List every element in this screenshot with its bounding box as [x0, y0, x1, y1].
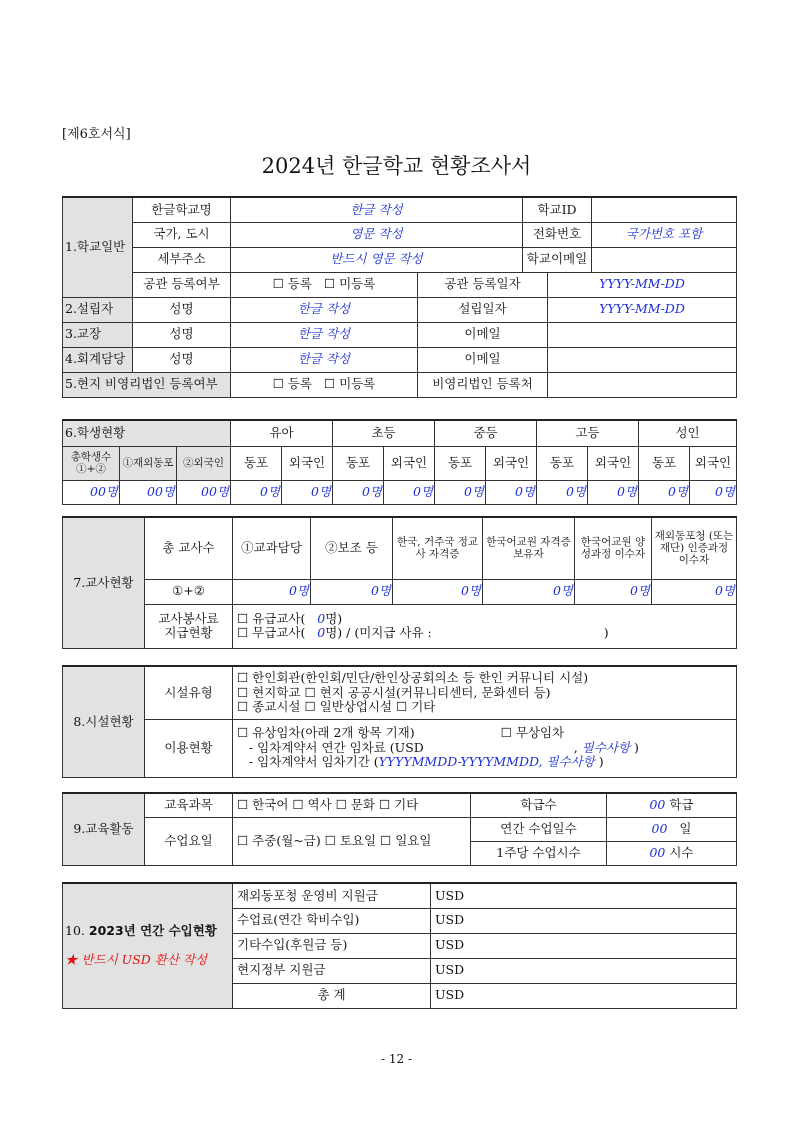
section-facilities: 8.시설현황 [63, 666, 145, 777]
free-lease-checkbox[interactable]: ☐ 무상임차 [500, 725, 565, 741]
teacher-count-field[interactable]: 0명 [652, 579, 737, 604]
accountant-email-label: 이메일 [418, 347, 548, 372]
paid-teacher-line[interactable] [237, 612, 734, 626]
accountant-name-label: 성명 [133, 347, 231, 372]
total-teachers-label: 총 교사수 [145, 517, 233, 579]
teacher-pay-label-line2: 지급현황 [164, 625, 213, 640]
school-id-field[interactable] [592, 197, 737, 222]
col-foreign: 외국인 [486, 446, 537, 480]
col-foreign: 외국인 [282, 446, 333, 480]
col-foreign: 외국인 [690, 446, 737, 480]
section-founder: 2.설립자 [63, 297, 133, 322]
page-number: - 12 - [380, 1052, 412, 1066]
phone-label: 전화번호 [523, 222, 592, 247]
address-field[interactable]: 반드시 영문 작성 [231, 247, 523, 272]
income-amount-field[interactable]: USD [431, 908, 737, 933]
student-status-table [62, 419, 737, 505]
mission-registration-options[interactable] [231, 272, 418, 297]
teacher-pay-options[interactable] [233, 604, 737, 648]
col-foreign: 외국인 [588, 446, 639, 480]
facility-type-line[interactable]: ☐ 현지학교 ☐ 현지 공공시설(커뮤니티센터, 문화센터 등) [237, 684, 551, 700]
principal-email-label: 이메일 [418, 322, 548, 347]
teacher-count-field[interactable]: 0명 [311, 579, 393, 604]
student-count-field[interactable]: 0명 [231, 480, 282, 504]
annual-rent-required: 필수사항 [581, 739, 631, 755]
level-adult: 성인 [639, 420, 737, 446]
classes-field[interactable] [607, 793, 737, 817]
school-name-field[interactable]: 한글 작성 [231, 197, 523, 222]
teacher-pay-label-line1: 교사봉사료 [158, 610, 219, 626]
student-count-field[interactable]: 0명 [333, 480, 384, 504]
country-city-field[interactable]: 영문 작성 [231, 222, 523, 247]
registered-checkbox[interactable]: ☐ 등록 [272, 276, 312, 292]
lease-period-line[interactable]: - 임차계약서 임차기간 (YYYYMMDD-YYYYMMDD, 필수사항 ) [248, 754, 604, 770]
teacher-license-label: 한국, 거주국 정교사 자격증 [393, 517, 483, 579]
total-students-label: 총학생수 ①+② [63, 446, 120, 480]
teacher-count-field[interactable]: 0명 [575, 579, 652, 604]
paid-lease-checkbox[interactable]: ☐ 유상임차(아래 2개 항목 기재) [237, 725, 415, 741]
student-count-field[interactable]: 0명 [282, 480, 333, 504]
founding-date-field[interactable]: YYYY-MM-DD [548, 297, 737, 322]
weekly-hours-unit: 시수 [669, 844, 694, 860]
income-row-label: 현지정부 지원금 [233, 958, 431, 983]
facility-use-label: 이용현황 [145, 719, 233, 777]
annual-rent-label: - 임차계약서 연간 임차료 (USD [248, 739, 424, 755]
student-count-field[interactable]: 00명 [120, 480, 177, 504]
level-middle: 중등 [435, 420, 537, 446]
unpaid-reason-label: 명) / (미지급 사유 : [325, 625, 432, 640]
col-korean: 동포 [537, 446, 588, 480]
school-name-label: 한글학교명 [133, 197, 231, 222]
section-education: 9.교육활동 [63, 793, 145, 865]
income-row-label: 수업료(연간 학비수입) [233, 908, 431, 933]
unpaid-teacher-checkbox[interactable]: ☐ 무급교사( [237, 625, 306, 640]
level-high: 고등 [537, 420, 639, 446]
address-label: 세부주소 [133, 247, 231, 272]
subject-teachers-label: ①교과담당 [233, 517, 311, 579]
level-kindergarten: 유아 [231, 420, 333, 446]
korean-teacher-training-label: 한국어교원 양성과정 이수자 [575, 517, 652, 579]
student-count-field[interactable]: 0명 [384, 480, 435, 504]
mission-registration-date-label: 공관 등록일자 [418, 272, 548, 297]
assistant-teachers-label: ②보조 등 [311, 517, 393, 579]
classes-unit: 학급 [669, 797, 694, 813]
col-korean: 동포 [333, 446, 384, 480]
paid-teacher-checkbox[interactable]: ☐ 유급교사( [237, 610, 306, 626]
form-label: [제6호서식] [62, 127, 131, 142]
sum-label: ①+② [145, 579, 233, 604]
phone-field[interactable]: 국가번호 포함 [592, 222, 737, 247]
level-elementary: 초등 [333, 420, 435, 446]
section-teachers: 7.교사현황 [63, 517, 145, 648]
col-korean: 동포 [435, 446, 486, 480]
teacher-count-field[interactable]: 0명 [393, 579, 483, 604]
facility-type-line[interactable]: ☐ 종교시설 ☐ 일반상업시설 ☐ 기타 [237, 698, 436, 714]
paid-teacher-count[interactable]: 0 [317, 610, 326, 626]
facility-type-line[interactable]: ☐ 한인회관(한인회/민단/한인상공회의소 등 한인 커뮤니티 시설) [237, 670, 589, 686]
nonprofit-unregistered-checkbox[interactable]: ☐ 미등록 [323, 376, 376, 392]
weekly-hours-value[interactable]: 00 [649, 844, 666, 860]
classes-label: 학급수 [471, 793, 607, 817]
nonprofit-registration-options[interactable] [231, 372, 418, 397]
school-general-table [62, 196, 737, 398]
student-count-field[interactable]: 0명 [588, 480, 639, 504]
income-usd-note: ★ 반드시 USD 환산 작성 [65, 951, 208, 967]
school-email-label: 학교이메일 [523, 247, 592, 272]
student-count-field[interactable]: 0명 [690, 480, 737, 504]
korean-teacher-cert-label: 한국어교원 자격증 보유자 [483, 517, 575, 579]
annual-rent-line[interactable]: - 임차계약서 연간 임차료 (USD , 필수사항 ) [248, 739, 639, 755]
income-total-field[interactable]: USD [431, 983, 737, 1008]
paid-teacher-unit: 명) [325, 610, 343, 626]
student-count-field[interactable]: 0명 [639, 480, 690, 504]
weekly-hours-label: 1주당 수업시수 [471, 841, 607, 865]
annual-days-field[interactable] [607, 817, 737, 841]
accountant-email-field[interactable] [548, 347, 737, 372]
mission-registration-label: 공관 등록여부 [133, 272, 231, 297]
col-foreign: 외국인 [384, 446, 435, 480]
annual-days-label: 연간 수업일수 [471, 817, 607, 841]
income-amount-field[interactable]: USD [431, 883, 737, 908]
lease-period-field[interactable]: YYYYMMDD-YYYYMMDD, 필수사항 [378, 754, 595, 770]
unpaid-teacher-count[interactable]: 0 [317, 625, 326, 640]
mission-registration-date-field[interactable]: YYYY-MM-DD [548, 272, 737, 297]
teacher-count-field[interactable]: 0명 [483, 579, 575, 604]
classes-value[interactable]: 00 [649, 797, 666, 813]
income-section-prefix: 10. [65, 923, 85, 939]
student-count-field[interactable]: 0명 [486, 480, 537, 504]
student-count-field[interactable]: 00명 [63, 480, 120, 504]
annual-days-value[interactable]: 00 [651, 820, 668, 836]
founder-name-label: 성명 [133, 297, 231, 322]
days-options[interactable]: ☐ 주중(월~금) ☐ 토요일 ☐ 일요일 [233, 817, 471, 865]
weekly-hours-field[interactable] [607, 841, 737, 865]
section-principal: 3.교장 [63, 322, 133, 347]
school-email-field[interactable] [592, 247, 737, 272]
founder-name-field[interactable]: 한글 작성 [231, 297, 418, 322]
income-amount-field[interactable]: USD [431, 958, 737, 983]
income-amount-field[interactable]: USD [431, 933, 737, 958]
facility-status-table [62, 665, 737, 778]
unpaid-teacher-line[interactable] [237, 626, 734, 640]
nonprofit-where-label: 비영리법인 등록처 [418, 372, 548, 397]
facility-use-options[interactable] [233, 719, 737, 777]
teacher-pay-label [145, 604, 233, 648]
teacher-status-table [62, 516, 737, 649]
annual-days-unit: 일 [679, 820, 692, 836]
school-id-label: 학교ID [523, 197, 592, 222]
accountant-name-field[interactable]: 한글 작성 [231, 347, 418, 372]
foreign-students-label: ②외국인 [177, 446, 231, 480]
income-total-label: 총 계 [233, 983, 431, 1008]
section-accountant: 4.회계담당 [63, 347, 133, 372]
lease-line[interactable] [237, 726, 734, 740]
student-count-field[interactable]: 0명 [537, 480, 588, 504]
income-row-label: 재외동포청 운영비 지원금 [233, 883, 431, 908]
unregistered-checkbox[interactable]: ☐ 미등록 [323, 276, 376, 292]
income-row-label: 기타수입(후원금 등) [233, 933, 431, 958]
section-students: 6.학생현황 [63, 420, 231, 446]
col-korean: 동포 [231, 446, 282, 480]
overseas-agency-training-label: 재외동포청 (또는 재단) 인증과정 이수자 [652, 517, 737, 579]
teacher-count-field[interactable]: 0명 [233, 579, 311, 604]
facility-type-options[interactable] [233, 666, 737, 719]
student-count-field[interactable]: 00명 [177, 480, 231, 504]
principal-email-field[interactable] [548, 322, 737, 347]
principal-name-label: 성명 [133, 322, 231, 347]
subjects-options[interactable]: ☐ 한국어 ☐ 역사 ☐ 문화 ☐ 기타 [233, 793, 471, 817]
page-title: 2024년 한글학교 현황조사서 [261, 154, 532, 178]
section-income [63, 883, 233, 1008]
lease-period-label: - 임차계약서 임차기간 ( [248, 754, 379, 770]
korean-students-label: ①재외동포 [120, 446, 177, 480]
income-section-bold: 2023년 연간 수입현황 [88, 923, 217, 939]
facility-type-label: 시설유형 [145, 666, 233, 719]
founding-date-label: 설립일자 [418, 297, 548, 322]
nonprofit-where-field[interactable] [548, 372, 737, 397]
section-nonprofit-registration: 5.현지 비영리법인 등록여부 [63, 372, 231, 397]
country-city-label: 국가, 도시 [133, 222, 231, 247]
income-section-title [65, 924, 230, 938]
close-paren: ) [603, 625, 609, 640]
nonprofit-registered-checkbox[interactable]: ☐ 등록 [272, 376, 312, 392]
section-school-general: 1.학교일반 [63, 197, 133, 297]
subjects-label: 교육과목 [145, 793, 233, 817]
col-korean: 동포 [639, 446, 690, 480]
student-count-field[interactable]: 0명 [435, 480, 486, 504]
days-label: 수업요일 [145, 817, 233, 865]
principal-name-field[interactable]: 한글 작성 [231, 322, 418, 347]
income-table [62, 882, 737, 1009]
education-activity-table [62, 792, 737, 866]
